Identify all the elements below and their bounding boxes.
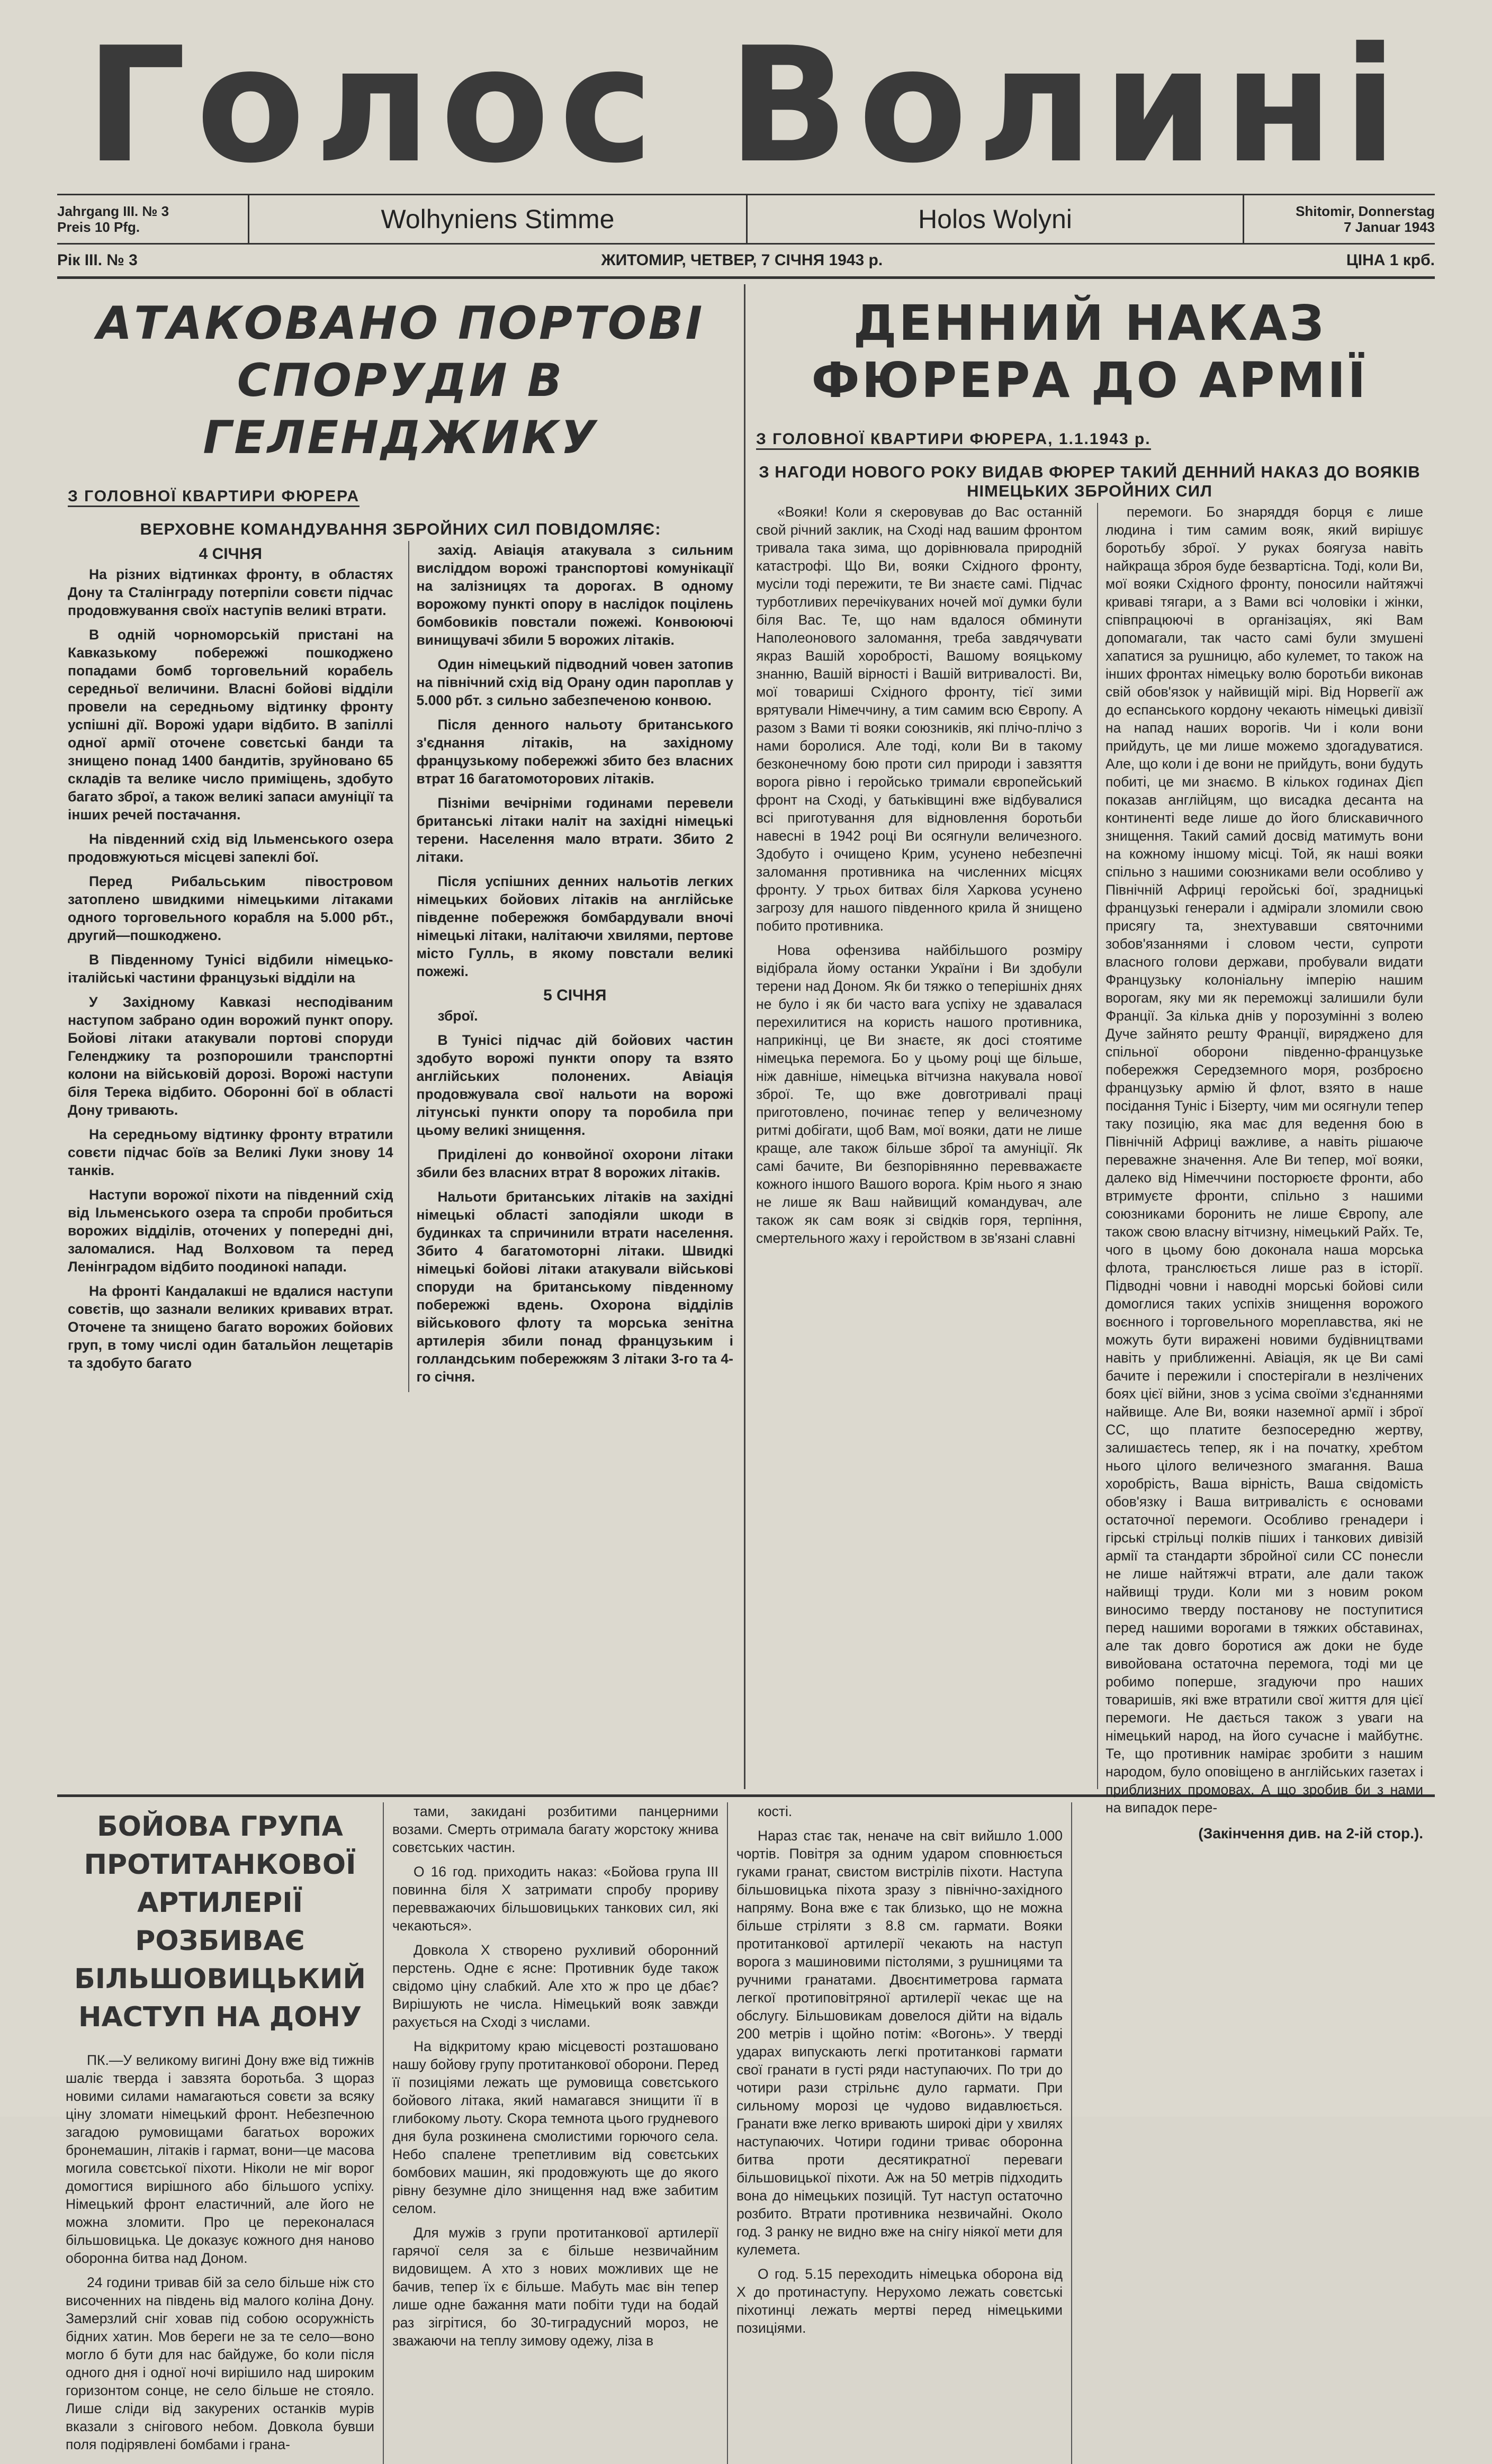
- paragraph: Наступи ворожої піхоти на південний схід від Ільменського озера та спроби пробиться ворожих відділів, оточених у попередні дні, заломалися. Над Волховом та перед Ленінградом відбито поодинокі напади.: [68, 1187, 393, 1275]
- meta-line: Shitomir, Donnerstag: [1296, 203, 1435, 219]
- paragraph: Для мужів з групи протитанкової артилерії гарячої селя за є більше незвичайним видовищем. А хто з нових можливих ще не бачив, тепер їх є більше. Мабуть має він тепер лише одне бажання мати побіти туди на бодай раз зігрітися, бо 30-тиградусний мороз, не зважаючи на теплу зимову одежу, ліза в: [392, 2225, 718, 2349]
- paragraph: О год. 5.15 переходить німецька оборона від X до протинаступу. Нерухомо лежать совєтські піхотинці лежать мертві перед німецькими позиціями.: [736, 2266, 1063, 2336]
- article-column: [68, 541, 393, 1392]
- article-column: [408, 541, 734, 1392]
- paragraph: На фронті Кандалакші не вдалися наступи совєтів, що зазнали великих кривавих втрат. Оточене та знищено багато ворожих бойових груп, в тому числі один батальйон лещетарів та здобуто багато: [68, 1283, 393, 1371]
- article-columns: [68, 541, 733, 1392]
- meta-line: Jahrgang III. № 3: [57, 203, 169, 219]
- paragraph: В Південному Тунісі відбили німецько-італійські частини французькі відділи на: [68, 952, 393, 986]
- report-date: 4 СІЧНЯ: [199, 545, 262, 563]
- article-headline: ДЕННИЙ НАКАЗ ФЮРЕРА ДО АРМІЇ: [811, 295, 1368, 409]
- article-column: [756, 503, 1082, 1789]
- paragraph: тами, закидані розбитими панцерними возами. Смерть отримала багату жорстоку жнива совєтських частин.: [392, 1803, 718, 1855]
- meta-line: 7 Januar 1943: [1343, 219, 1435, 235]
- paragraph: Нальоти британських літаків на західні німецькі області заподіяли шкоди в будинках та спричинили втрати населення. Збито 4 багатомоторні літаки. Швидкі німецькі бойові літаки атакували військові споруди на британському південному побережжі вдень. Охорона відділів військового флоту та морська зенітна артилерія збили понад французьким і голландським побережжям 3 літаки 3-го та 4-го січня.: [416, 1189, 733, 1385]
- article-kicker: З НАГОДИ НОВОГО РОКУ ВИДАВ ФЮРЕР ТАКИЙ ДЕННИЙ НАКАЗ ДО ВОЯКІВ НІМЕЦЬКИХ ЗБРОЙНИХ СИЛ: [759, 463, 1421, 500]
- price: ЦІНА 1 крб.: [1346, 251, 1435, 269]
- paragraph: О 16 год. приходить наказ: «Бойова група III повинна біля Х затримати спробу прориву перевважаючих більшовицьких танкових сил, які чекаються».: [392, 1864, 718, 1934]
- article-source: З ГОЛОВНОЇ КВАРТИРИ ФЮРЕРА, 1.1.1943 р.: [756, 430, 1151, 450]
- dateline: [57, 245, 1435, 279]
- paragraph: Після успішних денних нальотів легких німецьких бойових літаків на англійське південне побережжя бомбардували вночі німецькі літаки, налітаючи хвилями, пертове місто Гулль, в якому повстали великі пожежі.: [416, 873, 733, 979]
- continued-note: (Закінчення див. на 2-ій стор.).: [1198, 1825, 1423, 1842]
- meta-line: Preis 10 Pfg.: [57, 219, 140, 235]
- subtitle-german: Wolhyniens Stimme: [248, 195, 746, 243]
- paragraph: В одній чорноморській пристані на Кавказькому побережжі пошкоджено попадами бомб торговельний корабель середньої величини. Власні бойові відділи провели на середньому відтинку фронту успішні дії. Ворожі удари відбито. В запіллі одної армії оточене совєтські банди та знищено понад 1400 бандитів, зруйновано 65 складів та велике число приміщень, здобуто багато зброї, а також великі запаси амуніції та інших речей постачання.: [68, 627, 393, 823]
- article-column: [1097, 503, 1423, 1842]
- article-source: З ГОЛОВНОЇ КВАРТИРИ ФЮРЕРА: [68, 488, 359, 507]
- paragraph: кості.: [758, 1803, 793, 1819]
- paragraph: Нова офензива найбільшого розміру відібрала йому останки України і Ви здобули терени над Доном. Як би тяжко о теперішніх днях не було і як би часто вага успіху не здавалася перехилитися на користь нашого противника, наприкінці, це Ви знаєте, як досі стоятиме німецька перемога. Бо у цьому році ще більше, ніж давніше, німецька вітчизна накувала нової зброї. Те, що вже довготривалі праці приготовлено, починає тепер у величезному ритмі добігати, щоб Вам, мої вояки, дати не лише краще, але також більше зброї та амуніції. Як самі бачите, Ви безпорівнянно перевважаєте кожного іншого Вашого ворога. Крім нього я знаю не лише як Ваш найвищий командувач, але також як сам вояк зі свідків горя, терпіння, смертельного жаху і геройством в зв'язані славні: [756, 942, 1082, 1246]
- masthead-title: Голос Волині: [85, 13, 1407, 198]
- paragraph: На південний схід від Ільменського озера продовжуються місцеві запеклі бої.: [68, 831, 393, 865]
- paragraph: Нараз стає так, неначе на світ вийшло 1.000 чортів. Повітря за одним ударом сповнюється гуками гранат, свистом вистрілів піхоти. Наступа більшовицька піхота зразу з північно-західного напряму. Вона вже є так близько, що не можна більше стріляти з 8.8 см. гармати. Вояки протитанкової артилерії чекають на наступ ворога з машиновими пістолями, з рушницями та ручними гранатами. Двоєнтиметрова гармата легкої протиповітряної артилерії чекає ще на обслугу. Більшовикам довелося дійти на відаль 200 метрів і щойно потім: «Вогонь». У тверді ударах випускають легкі протитанкові гармати свої гранати в густі ряди наступаючих. По три до чотири рази стрільнє дуло гармати. При сильному морозі це чудово видавлюється. Гранати вже легко вривають широкі діри у хвилях наступаючих. Чотири години триває оборонна битва проти десятикратної переваги більшовицької піхоти. Аж на 50 метрів підходить вона до німецьких позицій. Тут наступ остаточно розбито. Втрати противника незвичайні. Около год. 3 ранку не видно вже на снігу ніякої мети для кулемета.: [736, 1828, 1063, 2258]
- issue-number: Рік III. № 3: [57, 251, 138, 269]
- masthead-left-meta: [57, 203, 248, 235]
- paragraph: На різних відтинках фронту, в областях Дону та Сталінграду потерпіли совєти підчас продовжування своїх наступів великі втрати.: [68, 566, 393, 618]
- article-antitank-col2: [383, 1802, 727, 2464]
- paragraph: зброї.: [437, 1008, 478, 1024]
- article-antitank-col3: [727, 1802, 1071, 2464]
- report-date: 5 СІЧНЯ: [543, 987, 607, 1004]
- paragraph: Один німецький підводний човен затопив на північний схід від Орану один пароплав у 5.000 рбт. з сильно забезпеченою конвою.: [416, 656, 733, 708]
- paragraph: В Тунісі підчас дій бойових частин здобуто ворожі пункти опору та взято англійських полонених. Авіація продовжувала свої нальоти на ворожі літунські пункти опору та поробила при цьому великі знищення.: [416, 1032, 733, 1138]
- masthead-right-meta: [1244, 203, 1435, 235]
- bottom-section: [57, 1802, 1435, 2464]
- paragraph: На відкритому краю місцевості розташовано нашу бойову групу протитанкової оборони. Перед її позиціями лежать ще румовища совєтського бойового літака, який намагався знищити її в глибокому льоту. Скора темнота цього грудневого дня була розкинена смолистими горючого села. Небо спалене трепетливим від совєтських бомбових машин, які продовжують ще до якого рівну безумне діло знищення над вже забитим селом.: [392, 2038, 718, 2216]
- paragraph: перемоги. Бо знаряддя борця є лише людина і тим самим вояк, який вирішує боротьбу зброї. У руках боягуза навіть найкраща зброя буде безвартісна. Тоді, коли Ви, мої вояки Східного фронту, поносили найтяжчі криваві тягари, а з Вами всі чоловіки і жінки, співпрацюючі в організаціях, які Вам допомагали, так часто самі були змушені хапатися за рушницю, або кулемет, то також на інших фронтах німецьку волю боротьби виконав свій обов'язок у найвищій мірі. Від Норвегії аж до еспанського кордону чекають німецькі дивізії на напад наших ворогів. Чи і коли вони прийдуть, це ми лише можемо здогадуватися. Але, що коли і де вони не прийдуть, вони будуть побиті, це ми знаємо. В кількох годинах Дієп показав англійцям, що висадка десанта на континенті веде лише до його блискавичного знищення. Такий самий досвід матимуть вони на кожному іншому місці. Той, як наші вояки спільно з нашими союзниками вели особливо у Північній Африці геройські бої, зрадницькі французькі генерали і адмірали зломили свою присягу та, знехтувавши святочними зобов'язаннями і словом чести, супроти власного голови держави, пробували видати Французьку колоніальну імперію нашим ворогам, яку ми як переможці залишили були Франції. За кілька днів у порозумінні з волею Дуче зайнято решту Франції, виряджено для спільної оборони південно-французьке побережжя Середземного моря, розброєно французьку армію й флот, взято в наше посідання Туніс і Бізерту, чим ми осягнули тепер таку позицію, яка має для ведення бою в Північній Африці важливе, а навіть рішаюче переважне значення. Але Ви тепер, мої вояки, далеко від Німеччини посторюєте фронти, або втримуєте фронти, спільно з нашими союзниками боронить не лише Європу, але також свою власну вітчизну, німецький Райх. Те, чого в цьому бою доконала наша морська флота, транслюється лише раз в історії. Підводні човни і наводні морські бойові сили домоглися таких успіхів знищення ворожого воєнного і торговельного мореплавства, які не можуть бути виражені новими будівництвами навіть у приближенні. Авіація, як це Ви самі бачите і пережили і спостерігали в незлічених боях цієї війни, знов з усіма своїми з'єднаннями найвище. Але Ви, вояки наземної армії і зброї СС, що платите безпосередню жертву, залишаєтесь тепер, як і на початку, хребтом нього цілого величезного змагання. Ваша хоробрість, Ваша вірність, Ваша свідомість обов'язку і Ваша витривалість є основами остаточної перемоги. Особливо гренадери і гірські стрільці полків піших і танкових дивізій армії та стандарти збройної сили СС понесли не лише найтяжчі втрати, але дали також найвищі труди. Коли ми з новим роком виносимо тверду постанову не поступитися перед нашими ворогами в тяжких обставинах, але так довго боротися аж доки не буде вивойована остаточна перемога, тоді ми це робимо поперше, згадуючи про наших товаришів, які вже втратили свої життя для цієї перемоги. Не дається також з уваги на німецький народ, на його сучасне і майбутнє. Те, що противник намірає зробити з нашим народом, було оповіщено в англійських газетах і приблизних промовах. А що зробив би з нами на випадок пере-: [1105, 504, 1423, 1816]
- article-gelendzhik: [57, 284, 745, 1789]
- place-date: ЖИТОМИР, ЧЕТВЕР, 7 СІЧНЯ 1943 р.: [601, 251, 883, 269]
- paragraph: Після денного нальоту британського з'єднання літаків, на західному французькому побережжі збито без власних втрат 16 багатомоторових літаків.: [416, 717, 733, 787]
- article-kicker: ВЕРХОВНЕ КОМАНДУВАННЯ ЗБРОЙНИХ СИЛ ПОВІДОМЛЯЄ:: [140, 520, 661, 538]
- article-fuehrer-continuation: [1071, 1802, 1431, 2464]
- paragraph: У Західному Кавказі несподіваним наступом забрано один ворожий пункт опору. Бойові літаки атакували портові споруди Геленджику та розпорошили транспортні колони на військовій дорозі. Ворожі наступи біля Терека відбито. Оборонні бої в області Дону тривають.: [68, 994, 393, 1118]
- paragraph: ПК.—У великому вигині Дону вже від тижнів шаліє тверда і завзята боротьба. З щораз новими силами намагаються совєти за всяку ціну зломати німецький фронт. Небезпечною загадою румовищами багатьох ворожих бронемашин, літаків і гармат, вони—це масова могила совєтської піхоти. Ніколи не міг ворог домогтися вирішного або більшого успіху. Німецький фронт еластичний, але його не можна зломити. Про це переконалася більшовицька. Це доказує кожного дня наново оборонна битва над Доном.: [66, 2052, 374, 2266]
- paragraph: На середньому відтинку фронту втратили совєти підчас боїв за Великі Луки знову 14 танків.: [68, 1126, 393, 1178]
- paragraph: Приділені до конвойної охорони літаки збили без власних втрат 8 ворожих літаків.: [416, 1147, 733, 1180]
- paragraph: 24 години тривав бій за село більше ніж сто височенних на південь від малого коліна Дону. Замерзлий сніг ховав під собою осоружність бідних хатин. Мов береги не за те село—воно могло б бути для нас байдуже, бо коли після одного дня і одної ночі вирішило над широким горизонтом сонце, не село більше не стояло. Лише сліди від закурених останків мурів вказали з снігового небом. Довкола бувши поля подірявлені бомбами і грана-: [66, 2275, 374, 2452]
- paragraph: Перед Рибальським півостровом затоплено швидкими німецькими літаками одного торговельного корабля на 5.000 рбт., другий—пошкоджено.: [68, 873, 393, 943]
- article-antitank-col1: [57, 1802, 383, 2464]
- article-headline: АТАКОВАНО ПОРТОВІ СПОРУДИ В ГЕЛЕНДЖИКУ: [96, 297, 705, 464]
- paragraph: Довкола Х створено рухливий оборонний перстень. Одне є ясне: Противник буде також свідомо ціну слабкий. Але хто ж про це дбає? Вирішують не числа. Німецький вояк завжди рахується на Сході з числами.: [392, 1942, 718, 2030]
- paragraph: захід. Авіація атакувала з сильним висліддом ворожі транспортові комунікації на залізницях та дорогах. В одному ворожому пункті опору в наслідок поцілень бомбовиків повстали пожежі. Конвоюючі винищувачі збили 5 ворожих літаків.: [416, 542, 733, 648]
- article-headline: БОЙОВА ГРУПА ПРОТИТАНКОВОЇ АРТИЛЕРІЇ РОЗБИВАЄ БІЛЬШОВИЦЬКИЙ НАСТУП НА ДОНУ: [74, 1811, 366, 2033]
- masthead-subhead: [57, 194, 1435, 245]
- paragraph: Пізніми вечірніми годинами перевели британські літаки наліт на західні німецькі терени. Населення мало втрати. Збито 2 літаки.: [416, 795, 733, 865]
- paragraph: «Вояки! Коли я скеровував до Вас останній свой річний заклик, на Сході над вашим фронтом тривала така зима, що дорівнювала природній катастрофі. Що Ви, вояки Східного фронту, мусіли тоді пережити, те Ви знаєте самі. Підчас турботливих перечікуваних ночей мої думки були біля Вас. Те, що нам вдалося обминути Наполеонового заломання, треба завдячувати якраз Вашій хоробрості, Вашому вояцькому знанню, Вашій вірності і Вашій витривалості. Ви, мої товариші Східного фронту, тієї зими врятували Німеччину, а тим самим всю Європу. А разом з Вами ті вояки союзників, які плічо-плічо з нами боролися. Але тоді, коли Ви в такому безконечному бою проти сил природи і завзяття ворога рівно і геройсько тримали європейський фронт на Сході, у батьківщині вже відбувалися всі приготування для відновлення боротьби навесні в 1942 році Ви осягнули величезного. Здобуто і очищено Крим, усунено небезпечні заломання противника на численних місцях фронту. У трьох битвах біля Харкова усунено загрозу для нашого південного крила й знищено побито противника.: [756, 504, 1082, 934]
- subtitle-transliterated: Holos Wolyni: [746, 195, 1244, 243]
